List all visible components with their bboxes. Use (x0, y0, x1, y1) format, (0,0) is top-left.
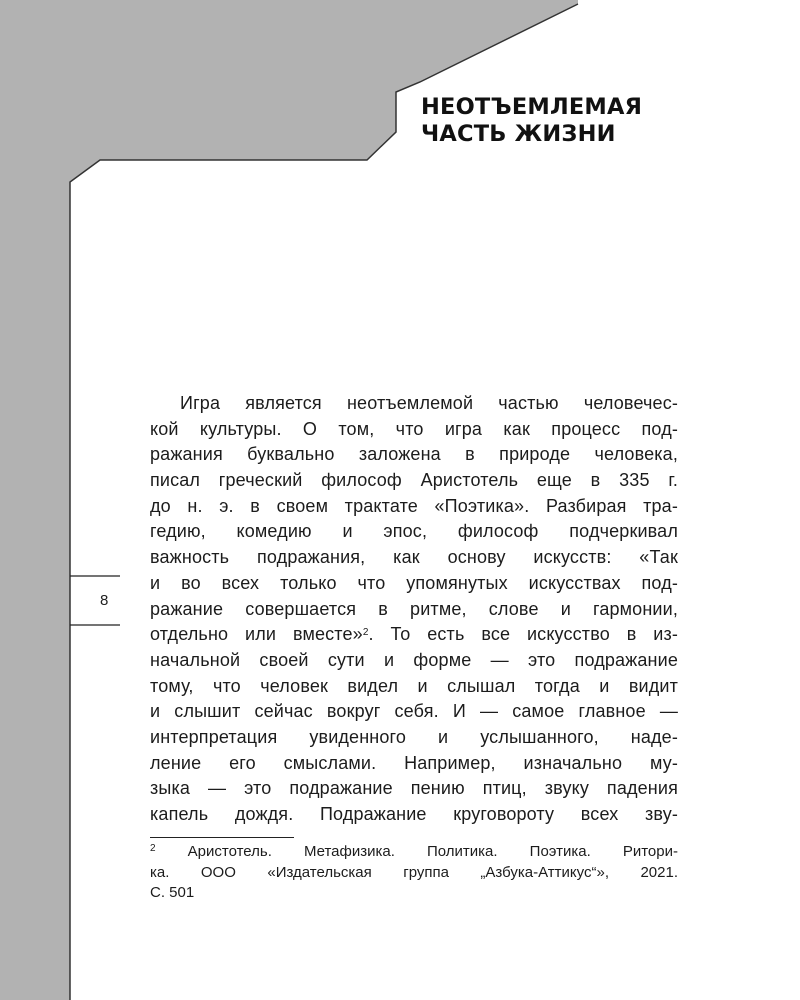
body-line: важность подражания, как основу искусств: «Так (150, 547, 678, 568)
body-line: гедию, комедию и эпос, философ подчеркивал (150, 521, 678, 542)
body-line: Игра является неотъемлемой частью человечес- (180, 393, 678, 413)
body-line: кой культуры. О том, что игра как процесс под- (150, 418, 678, 439)
body-line-text: отдельно или вместе» (150, 624, 363, 645)
body-line-with-footnote-ref (150, 622, 678, 648)
body-line: начальной своей сути и форме — это подражание (150, 649, 678, 670)
body-line: ражание совершается в ритме, слове и гармонии, (150, 598, 678, 619)
footnote (150, 842, 678, 904)
body-text (150, 391, 678, 828)
page-number: 8 (100, 592, 109, 609)
body-line: и во всех только что упомянутых искусствах под- (150, 572, 678, 593)
chapter-title (421, 94, 642, 148)
body-line: писал греческий философ Аристотель еще в 335 г. (150, 470, 678, 491)
body-line: интерпретация увиденного и услышанного, наде- (150, 726, 678, 747)
chapter-title-line: ЧАСТЬ ЖИЗНИ (421, 121, 616, 147)
body-line: зыка — это подражание пению птиц, звуку падения (150, 778, 678, 799)
chapter-title-line: НЕОТЪЕМЛЕМАЯ (421, 94, 643, 120)
body-line: до н. э. в своем трактате «Поэтика». Разбирая тра- (150, 495, 678, 516)
footnote-line: С. 501 (150, 884, 195, 901)
body-line: ражания буквально заложена в природе человека, (150, 444, 678, 465)
body-line: и слышит сейчас вокруг себя. И — самое главное — (150, 701, 678, 722)
body-line: ление его смыслами. Например, изначально му- (150, 752, 678, 773)
footnote-line (150, 842, 678, 863)
footnote-marker: 2 (150, 843, 156, 854)
body-line: капель дождя. Подражание круговороту всех зву- (150, 804, 678, 824)
footnote-text: Аристотель. Метафизика. Политика. Поэтика. Ритори- (155, 843, 678, 860)
footnote-line: ка. ООО «Издательская группа „Азбука-Аттикус“», 2021. (150, 863, 678, 881)
body-line: тому, что человек видел и слышал тогда и видит (150, 675, 678, 696)
footnote-separator (150, 837, 294, 838)
body-line-text: . То есть все искусство в из- (368, 624, 679, 645)
footnote-ref-marker[interactable]: 2 (362, 627, 369, 639)
